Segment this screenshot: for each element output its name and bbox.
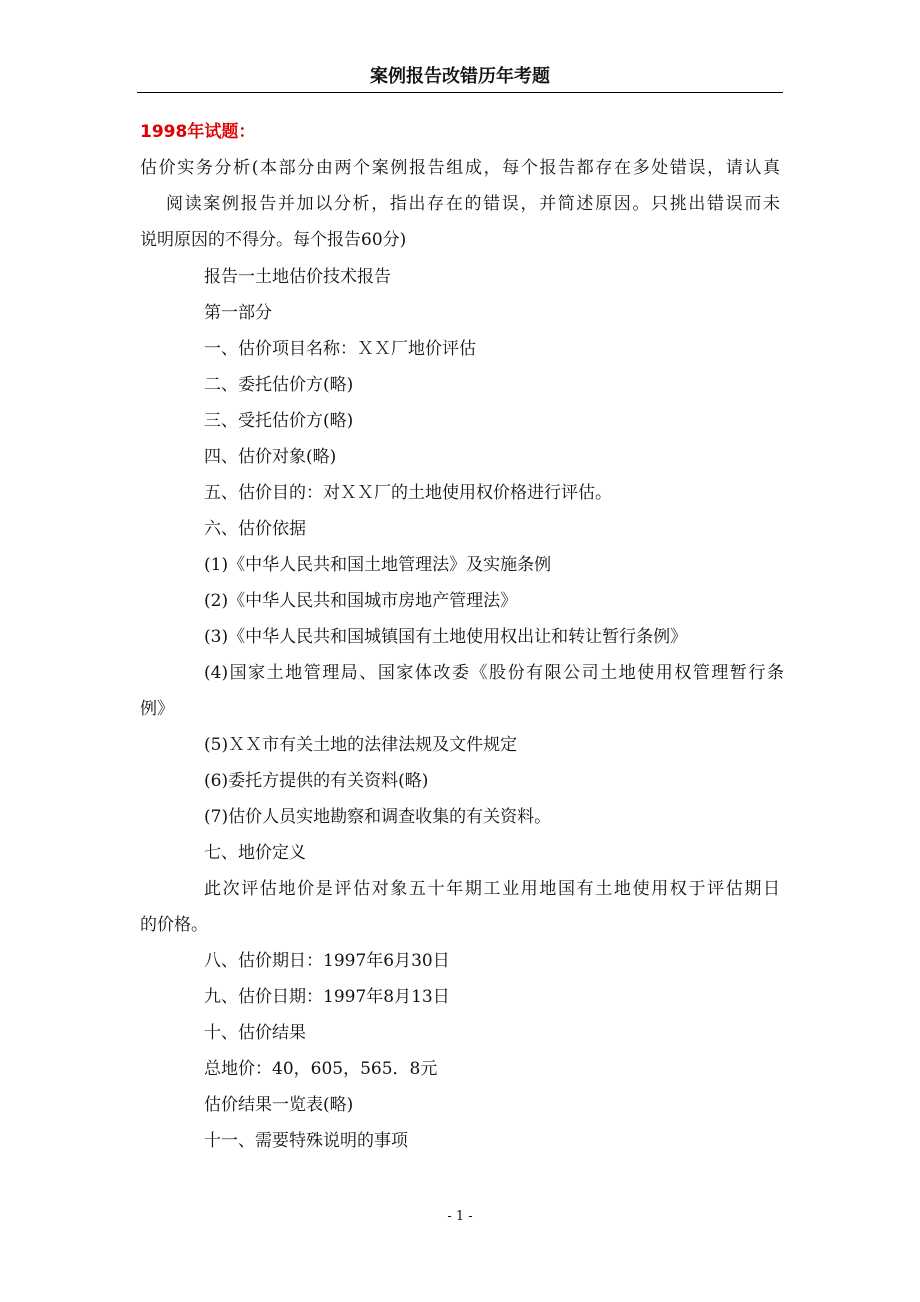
report-title: 报告一土地估价技术报告 bbox=[204, 267, 391, 287]
result-table-note: 估价结果一览表(略) bbox=[204, 1095, 354, 1115]
appraisal-date: 九、估价日期：1997年8月13日 bbox=[204, 987, 450, 1007]
basis-item-1: (1)《中华人民共和国土地管理法》及实施条例 bbox=[204, 555, 552, 575]
header-rule bbox=[137, 92, 783, 93]
intro-line-3: 说明原因的不得分。每个报告60分) bbox=[140, 230, 407, 250]
definition-line-1 bbox=[204, 877, 780, 901]
valuation-date: 八、估价期日：1997年6月30日 bbox=[204, 951, 450, 971]
intro-text-2: 阅读案例报告并加以分析，指出存在的错误，并简述原因。只挑出错误而未 bbox=[166, 194, 780, 214]
definition-text-1: 此次评估地价是评估对象五十年期工业用地国有土地使用权于评估期日 bbox=[204, 879, 780, 899]
item-basis-heading: 六、估价依据 bbox=[204, 519, 306, 539]
result-heading: 十、估价结果 bbox=[204, 1023, 306, 1043]
basis-item-5: (5)ＸＸ市有关土地的法律法规及文件规定 bbox=[204, 735, 518, 755]
item-appraiser: 三、受托估价方(略) bbox=[204, 411, 354, 431]
basis-item-6: (6)委托方提供的有关资料(略) bbox=[204, 771, 429, 791]
basis-item-4-text: (4)国家土地管理局、国家体改委《股份有限公司土地使用权管理暂行条 bbox=[204, 663, 784, 683]
basis-item-3: (3)《中华人民共和国城镇国有土地使用权出让和转让暂行条例》 bbox=[204, 627, 688, 647]
basis-item-2: (2)《中华人民共和国城市房地产管理法》 bbox=[204, 591, 518, 611]
item-purpose: 五、估价目的：对ＸＸ厂的土地使用权价格进行评估。 bbox=[204, 483, 612, 503]
item-client: 二、委托估价方(略) bbox=[204, 375, 354, 395]
intro-line-1 bbox=[140, 156, 780, 180]
item-project-name: 一、估价项目名称：ＸＸ厂地价评估 bbox=[204, 339, 476, 359]
basis-item-7: (7)估价人员实地勘察和调查收集的有关资料。 bbox=[204, 807, 552, 827]
section-title: 1998年试题： bbox=[140, 122, 256, 142]
total-price: 总地价：40，605，565．8元 bbox=[204, 1059, 438, 1079]
page-number: - 1 - bbox=[447, 1209, 473, 1224]
definition-line-2: 的价格。 bbox=[140, 915, 208, 935]
basis-item-4-cont: 例》 bbox=[140, 699, 174, 719]
report-part: 第一部分 bbox=[204, 303, 272, 323]
special-notes-heading: 十一、需要特殊说明的事项 bbox=[204, 1131, 408, 1151]
item-object: 四、估价对象(略) bbox=[204, 447, 337, 467]
intro-line-2 bbox=[166, 192, 780, 216]
definition-heading: 七、地价定义 bbox=[204, 843, 306, 863]
intro-text-1: 估价实务分析(本部分由两个案例报告组成，每个报告都存在多处错误，请认真 bbox=[140, 158, 780, 178]
document-header-title: 案例报告改错历年考题 bbox=[370, 66, 550, 87]
basis-item-4 bbox=[204, 661, 784, 685]
